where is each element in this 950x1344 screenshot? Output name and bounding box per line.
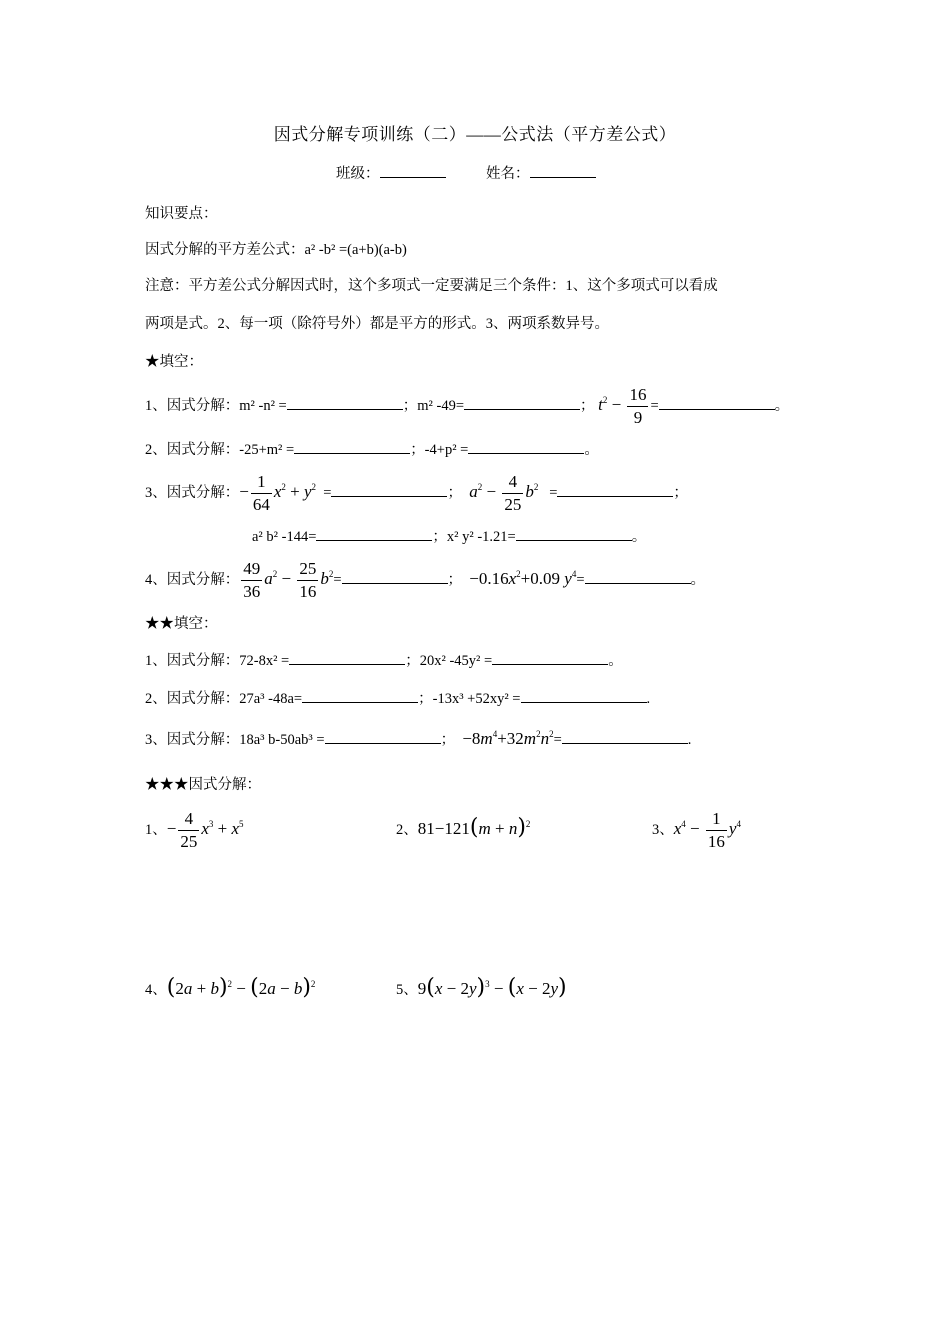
answer-blank[interactable] (659, 395, 775, 410)
section2-heading: ★★填空： (145, 616, 218, 632)
question-label: 4、因式分解： (145, 572, 240, 588)
question-label: 1、因式分解： (145, 653, 240, 669)
expression: 27a³ -48a= (239, 691, 303, 707)
question-label: 3、因式分解： (145, 485, 240, 501)
answer-blank[interactable] (294, 439, 410, 454)
expression: a² b² -144= (252, 529, 317, 545)
expression: 18a³ b-50ab³ = (239, 732, 325, 748)
answer-blank[interactable] (521, 688, 647, 703)
expression: ；20x² -45y² = (405, 653, 493, 669)
knowledge-heading: 知识要点： (145, 206, 218, 222)
answer-blank[interactable] (516, 526, 632, 541)
class-field (336, 162, 446, 183)
question-label: 3、因式分解： (145, 732, 240, 748)
answer-blank[interactable] (289, 650, 405, 665)
question-label: 5、 (396, 982, 418, 998)
section1-heading: ★填空： (145, 354, 203, 370)
s1-question-4: 4、因式分解： $\frac{49}{36}$ $a^2$ − $\frac{25}{16}$ $b^2=$ ； $-0.16x^2+0.09$ $y^4=$ 。 (145, 559, 705, 602)
answer-blank[interactable] (316, 526, 432, 541)
answer-blank[interactable] (342, 569, 448, 584)
expression: ；m² -49= (402, 398, 464, 414)
answer-blank[interactable] (585, 569, 691, 584)
name-field (486, 162, 596, 183)
fraction: $\frac{1}{16}$ (707, 809, 725, 852)
separator: ； (580, 398, 595, 414)
s3-problem-5: 5、$9(x - 2y)^3 - (x - 2y)$ (396, 975, 567, 1000)
question-label: 2、因式分解： (145, 691, 240, 707)
answer-blank[interactable] (562, 729, 688, 744)
s3-problem-1: 1、− $\frac{4}{25}$ $x^3 + x^5$ (145, 809, 244, 852)
answer-blank[interactable] (302, 688, 418, 703)
fraction: $\frac{4}{25}$ (180, 809, 198, 852)
answer-blank[interactable] (492, 650, 608, 665)
page-title: 因式分解专项训练（二）——公式法（平方差公式） (273, 125, 677, 144)
s1-question-1: 1、因式分解：m² -n² = ；m² -49= ； $t^2$ − $\frac{16}{9}$ = 。 (145, 385, 790, 428)
fraction: $\frac{16}{9}$ (629, 385, 647, 428)
section3-heading: ★★★因式分解： (145, 777, 261, 793)
formula-prefix: 因式分解的平方差公式： (145, 242, 305, 258)
expression: m² -n² = (239, 398, 287, 414)
question-label: 4、 (145, 982, 167, 998)
formula-line (145, 238, 407, 259)
answer-blank[interactable] (325, 729, 441, 744)
question-label: 2、因式分解： (145, 442, 240, 458)
s2-question-2: 2、因式分解：27a³ -48a= ；-13x³ +52xy² = . (145, 687, 650, 708)
expression: ；x² y² -1.21= (432, 529, 516, 545)
answer-blank[interactable] (287, 395, 403, 410)
expression: 72-8x² = (239, 653, 290, 669)
answer-blank[interactable] (464, 395, 580, 410)
variable: t (598, 395, 603, 414)
s3-problem-4: 4、$(2a + b)^2 - (2a - b)^2$ (145, 975, 316, 1000)
answer-blank[interactable] (468, 439, 584, 454)
s3-problem-2: 2、$81-121(m + n)^2$ (396, 815, 531, 840)
question-label: 1、 (145, 822, 167, 838)
expression: ；-4+p² = (410, 442, 469, 458)
question-label: 1、因式分解： (145, 398, 240, 414)
class-blank[interactable] (380, 163, 446, 178)
s2-question-1: 1、因式分解：72-8x² = ；20x² -45y² = 。 (145, 649, 623, 670)
s1-question-3-cont: a² b² -144= ；x² y² -1.21= 。 (252, 525, 646, 546)
note-line-2: 两项是式。2、每一项（除符号外）都是平方的形式。3、两项系数异号。 (145, 316, 609, 332)
answer-blank[interactable] (331, 482, 447, 497)
s3-problem-3: 3、$x^4$ − $\frac{1}{16}$ $y^4$ (652, 809, 741, 852)
s2-question-3: 3、因式分解：18a³ b-50ab³ = ； $-8m^4+32m^2n^2=$ . (145, 729, 692, 748)
question-label: 2、 (396, 822, 418, 838)
expression: ；-13x³ +52xy² = (418, 691, 521, 707)
fraction: $\frac{25}{16}$ (299, 559, 317, 602)
note-line-1: 注意：平方差公式分解因式时，这个多项式一定要满足三个条件：1、这个多项式可以看成 (145, 278, 718, 294)
class-label: 班级： (336, 166, 380, 182)
s1-question-3: 3、因式分解：− $\frac{1}{64}$ $x^2 + y^2$ = ； $a^2$ − $\frac{4}{25}$ $b^2$ = ； (145, 472, 688, 515)
name-label: 姓名： (486, 166, 530, 182)
answer-blank[interactable] (557, 482, 673, 497)
s1-question-2: 2、因式分解：-25+m² = ；-4+p² = 。 (145, 438, 599, 459)
fraction: $\frac{1}{64}$ (252, 472, 270, 515)
question-label: 3、 (652, 822, 674, 838)
expression: -25+m² = (239, 442, 295, 458)
fraction: $\frac{49}{36}$ (243, 559, 261, 602)
fraction: $\frac{4}{25}$ (504, 472, 522, 515)
name-blank[interactable] (530, 163, 596, 178)
formula: a² -b² =(a+b)(a-b) (304, 242, 407, 258)
